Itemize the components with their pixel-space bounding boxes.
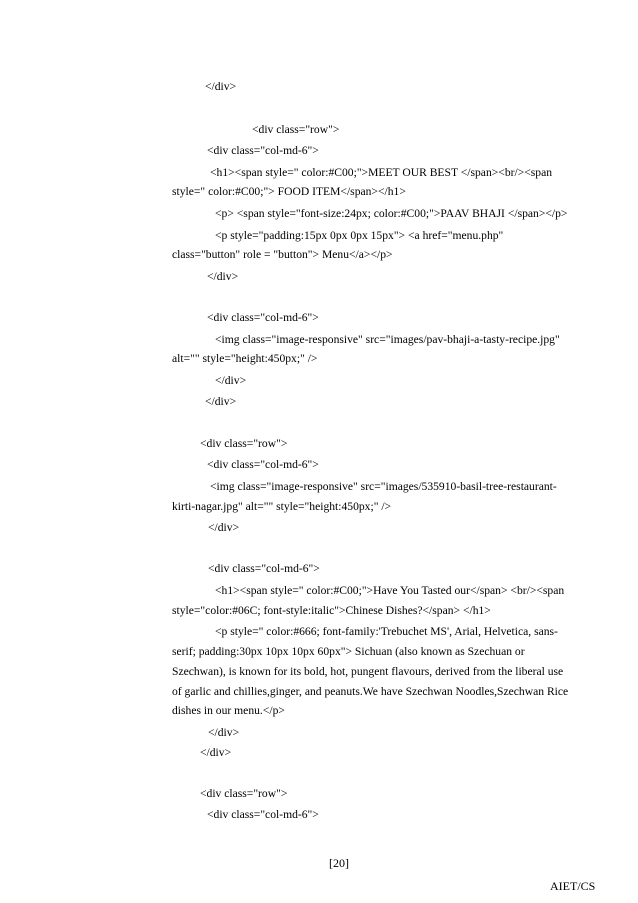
code-line: kirti-nagar.jpg" alt="" style="height:450px;" /> (172, 500, 392, 513)
code-line (172, 166, 579, 180)
institution-label: AIET/CS (550, 879, 596, 893)
code-line: </div> (207, 270, 239, 283)
code-line: <p style="padding:15px 0px 0px 15px"> <a href="menu.php" (215, 229, 504, 242)
code-line: </div> (215, 374, 247, 387)
code-line: Szechwan), is known for its bold, hot, pungent flavours, derived from the liberal use (172, 665, 564, 678)
code-line: <div class="col-md-6"> (207, 808, 319, 821)
code-line: <p> <span style="font-size:24px; color:#C00;">PAAV BHAJI </span></p> (215, 207, 568, 220)
code-line: <h1><span style=" color:#C00;">Have You Tasted our</span> <br/><span (215, 584, 565, 597)
code-line: <img class="image-responsive" src="images/pav-bhaji-a-tasty-recipe.jpg" (215, 333, 560, 346)
code-line: </div> (205, 80, 237, 93)
code-line: <img class="image-responsive" src="images/535910-basil-tree-restaurant- (210, 480, 557, 493)
code-line: </div> (208, 726, 240, 739)
code-line: style=" color:#C00;"> FOOD ITEM</span></h1> (172, 185, 406, 198)
code-line: <div class="col-md-6"> (207, 458, 319, 471)
code-line: alt="" style="height:450px;" /> (172, 352, 318, 365)
code-line: </div> (205, 395, 237, 408)
code-line: <div class="row"> (200, 437, 288, 450)
code-line: </div> (208, 521, 240, 534)
code-line: <div class="col-md-6"> (207, 311, 319, 324)
code-line: dishes in our menu.</p> (172, 704, 285, 717)
code-line: serif; padding:30px 10px 10px 60px"> Sichuan (also known as Szechuan or (172, 645, 525, 658)
code-line: <div class="row"> (200, 787, 288, 800)
code-line: <div class="col-md-6"> (207, 144, 319, 157)
code-line: style="color:#06C; font-style:italic">Chinese Dishes?</span> </h1> (172, 604, 491, 617)
code-line-text: <h1><span style=" color:#C00;">MEET OUR BEST </span><br/><span (210, 166, 553, 179)
code-line: <p style=" color:#666; font-family:'Trebuchet MS', Arial, Helvetica, sans- (215, 625, 558, 638)
page-number: [20] (329, 856, 349, 870)
code-line: class="button" role = "button"> Menu</a></p> (172, 248, 393, 261)
code-line: <div class="col-md-6"> (208, 562, 320, 575)
code-line: </div> (200, 746, 232, 759)
code-line: <div class="row"> (252, 123, 340, 136)
code-line: of garlic and chillies,ginger, and peanuts.We have Szechwan Noodles,Szechwan Rice (172, 685, 569, 698)
